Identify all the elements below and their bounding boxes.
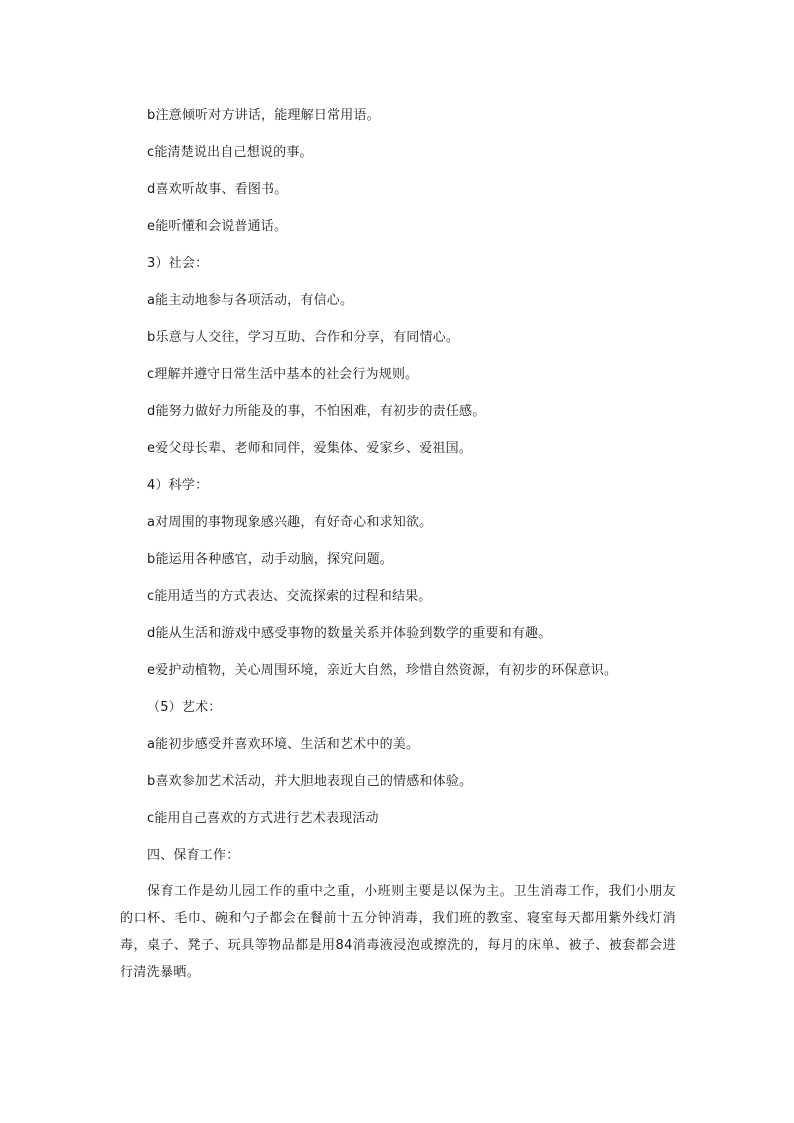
text-line: b喜欢参加艺术活动，并大胆地表现自己的情感和体验。	[147, 774, 473, 789]
section-heading-art: （5）艺术：	[147, 700, 222, 715]
text-line: a能初步感受并喜欢环境、生活和艺术中的美。	[147, 737, 420, 752]
text-line: c能用适当的方式表达、交流探索的过程和结果。	[147, 589, 432, 604]
text-line: a对周围的事物现象感兴趣，有好奇心和求知欲。	[147, 515, 433, 530]
text-line: d喜欢听故事、看图书。	[147, 182, 288, 197]
section-heading-childcare: 四、保育工作：	[147, 848, 240, 863]
section-heading-science: 4）科学：	[147, 478, 209, 493]
text-line: e能听懂和会说普通话。	[147, 219, 288, 234]
text-line: b注意倾听对方讲话，能理解日常用语。	[147, 108, 380, 123]
text-line: d能努力做好力所能及的事，不怕困难，有初步的责任感。	[147, 404, 486, 419]
text-line: d能从生活和游戏中感受事物的数量关系并体验到数学的重要和有趣。	[147, 626, 552, 641]
text-line: e爱护动植物，关心周围环境，亲近大自然，珍惜自然资源，有初步的环保意识。	[147, 663, 618, 678]
text-line: a能主动地参与各项活动，有信心。	[147, 293, 354, 308]
text-line: b能运用各种感官，动手动脑，探究问题。	[147, 552, 394, 567]
text-line: e爱父母长辈、老师和同伴，爱集体、爱家乡、爱祖国。	[147, 441, 472, 456]
body-paragraph: 保育工作是幼儿园工作的重中之重，小班则主要是以保为主。卫生消毒工作，我们小朋友的口杯、毛巾、碗和勺子都会在餐前十五分钟消毒，我们班的教室、寝室每天都用紫外线灯消毒，桌子、凳子、玩具等物品都是用84消毒液浸泡或擦洗的，每月的床单、被子、被套都会进行清洗暴晒。	[120, 884, 676, 980]
section-heading-social: 3）社会：	[147, 256, 209, 271]
text-line: c能用自己喜欢的方式进行艺术表现活动	[147, 811, 379, 826]
text-line: c能清楚说出自己想说的事。	[147, 145, 313, 160]
text-line: b乐意与人交往，学习互助、合作和分享，有同情心。	[147, 330, 460, 345]
text-line: c理解并遵守日常生活中基本的社会行为规则。	[147, 367, 419, 382]
